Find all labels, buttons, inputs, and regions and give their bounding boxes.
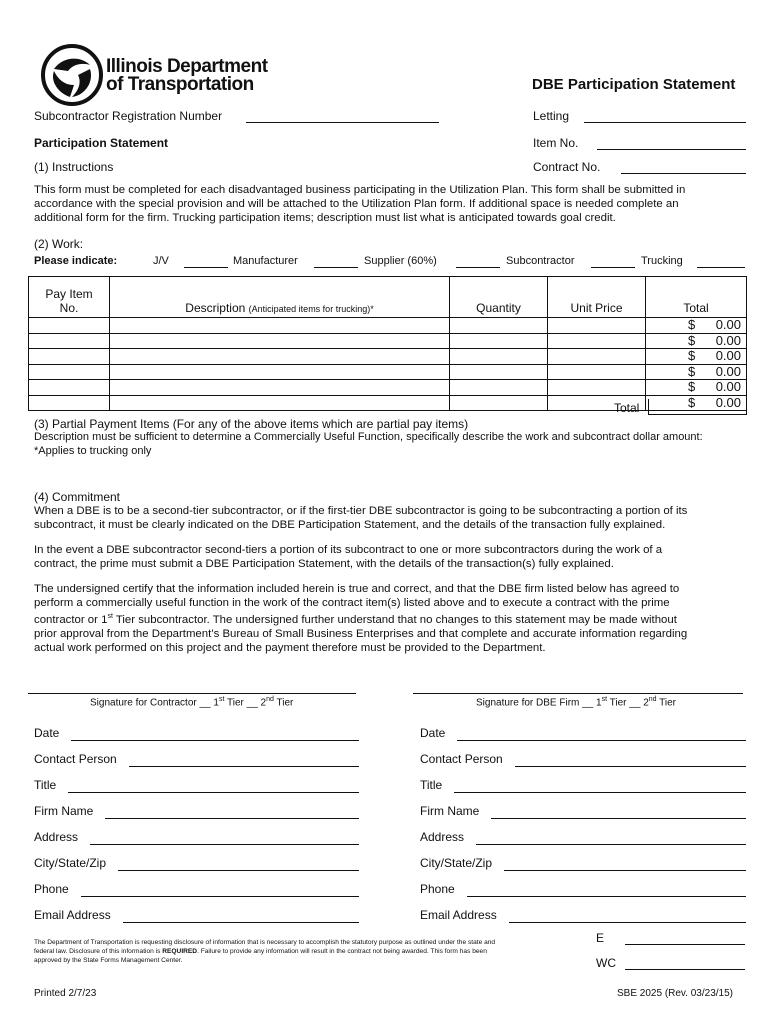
quantity-cell[interactable] bbox=[450, 395, 548, 411]
commitment-line bbox=[34, 610, 746, 627]
trucking-note: *Applies to trucking only bbox=[34, 445, 152, 457]
letting-field[interactable] bbox=[584, 122, 746, 123]
wc-label: WC bbox=[596, 956, 616, 970]
commitment-line: actual work performed on this project and the payment therefore must be provided to the Department. bbox=[34, 641, 546, 654]
commitment-para-1 bbox=[34, 504, 746, 532]
instructions-line: additional form for the firm. Trucking participation items; description must list what is anticipated towards goal credit. bbox=[34, 212, 616, 224]
printed-date: Printed 2/7/23 bbox=[34, 988, 97, 999]
dbe-date-field[interactable] bbox=[457, 740, 746, 741]
sub-reg-field[interactable] bbox=[246, 122, 439, 123]
dbe-email-address-label: Email Address bbox=[420, 908, 497, 922]
option-subcontractor-field[interactable] bbox=[591, 267, 635, 268]
contractor-phone-field[interactable] bbox=[81, 896, 359, 897]
unit-price-cell[interactable] bbox=[548, 380, 646, 396]
e-field[interactable] bbox=[625, 944, 745, 945]
commitment-line: subcontract, it must be clearly indicated on the DBE Participation Statement, and the details of the transaction fully explained. bbox=[34, 519, 666, 531]
option-supplier-label: Supplier (60%) bbox=[364, 255, 437, 267]
dbe-phone-field[interactable] bbox=[467, 896, 746, 897]
contractor-address-field[interactable] bbox=[90, 844, 359, 845]
dbe-signature-label bbox=[476, 696, 676, 708]
work-heading: (2) Work: bbox=[34, 237, 84, 251]
option-subcontractor-label: Subcontractor bbox=[506, 255, 575, 267]
description-cell[interactable] bbox=[110, 318, 450, 334]
col-description-label: Description bbox=[185, 301, 246, 315]
pay-item-cell[interactable] bbox=[29, 333, 110, 349]
disclosure-line bbox=[34, 947, 574, 956]
commitment-text: Tier subcontractor. The undersigned further understand that no changes to this statement may be made without bbox=[112, 613, 677, 626]
dbe-city-state-zip-label: City/State/Zip bbox=[420, 856, 493, 870]
total-amount: 0.00 bbox=[715, 379, 741, 394]
quantity-cell[interactable] bbox=[450, 380, 548, 396]
dollar-sign: $ bbox=[688, 363, 696, 379]
commitment-text: contractor or 1 bbox=[34, 613, 108, 626]
disclosure-text-part: . Failure to provide any information will result in the contract not being awarded. This form has been bbox=[197, 948, 487, 955]
contractor-city-state-zip-label: City/State/Zip bbox=[34, 856, 107, 870]
pay-item-cell[interactable] bbox=[29, 395, 110, 411]
unit-price-cell[interactable] bbox=[548, 349, 646, 365]
disclosure-text bbox=[34, 938, 574, 965]
total-amount: 0.00 bbox=[715, 332, 741, 348]
dbe-firm-name-field[interactable] bbox=[491, 818, 746, 819]
superscript: nd bbox=[266, 696, 274, 703]
total-amount: 0.00 bbox=[715, 394, 741, 410]
dbe-contact-person-label: Contact Person bbox=[420, 752, 503, 766]
option-jv-label: J/V bbox=[153, 255, 169, 267]
contractor-email-address-label: Email Address bbox=[34, 908, 111, 922]
item-no-field[interactable] bbox=[597, 149, 746, 150]
commitment-heading: (4) Commitment bbox=[34, 490, 121, 504]
commitment-line: contract, the prime must submit a DBE Participation Statement, with the details of the transaction(s) fully explained. bbox=[34, 558, 614, 570]
col-description-note: (Anticipated items for trucking)* bbox=[248, 304, 374, 314]
contractor-firm-name-field[interactable] bbox=[105, 818, 359, 819]
pay-item-cell[interactable] bbox=[29, 380, 110, 396]
sig-text: Tier __ 2 bbox=[224, 697, 267, 709]
dbe-address-field[interactable] bbox=[476, 844, 746, 845]
pay-item-cell[interactable] bbox=[29, 318, 110, 334]
total-cell[interactable] bbox=[646, 364, 747, 380]
superscript: st bbox=[107, 613, 113, 620]
dollar-sign: $ bbox=[688, 394, 696, 410]
option-manufacturer-label: Manufacturer bbox=[233, 255, 298, 267]
contractor-date-label: Date bbox=[34, 726, 60, 740]
col-pay-item-line1: Pay Item bbox=[45, 287, 93, 301]
description-cell[interactable] bbox=[110, 395, 450, 411]
contractor-firm-name-label: Firm Name bbox=[34, 804, 94, 818]
item-no-label: Item No. bbox=[533, 136, 579, 150]
option-jv-field[interactable] bbox=[184, 267, 228, 268]
form-title: DBE Participation Statement bbox=[532, 76, 736, 93]
contractor-signature-label bbox=[90, 696, 293, 708]
sig-text: Signature for Contractor __ 1 bbox=[90, 697, 219, 709]
instructions-text bbox=[34, 183, 746, 225]
sig-text: Tier bbox=[656, 697, 677, 709]
total-amount: 0.00 bbox=[715, 317, 741, 332]
commitment-para-3 bbox=[34, 582, 746, 655]
col-unit-price: Unit Price bbox=[548, 277, 646, 318]
pay-item-cell[interactable] bbox=[29, 364, 110, 380]
contractor-contact-person-field[interactable] bbox=[129, 766, 359, 767]
option-trucking-field[interactable] bbox=[697, 267, 745, 268]
contractor-city-state-zip-field[interactable] bbox=[118, 870, 359, 871]
e-label: E bbox=[596, 931, 605, 945]
col-pay-item bbox=[29, 277, 110, 318]
disclosure-line: The Department of Transportation is requesting disclosure of information that is necessary to accomplish the statutory purpose as outlined under the state and bbox=[34, 939, 496, 946]
table-header-row bbox=[29, 277, 747, 318]
dbe-address-label: Address bbox=[420, 830, 465, 844]
superscript: nd bbox=[648, 696, 657, 703]
instructions-line: This form must be completed for each disadvantaged business participating in the Utilization Plan. This form shall be submitted in bbox=[34, 184, 686, 196]
dbe-email-address-field[interactable] bbox=[509, 922, 746, 923]
dollar-sign: $ bbox=[688, 332, 696, 348]
dollar-sign: $ bbox=[688, 317, 696, 332]
description-cell[interactable] bbox=[110, 349, 450, 365]
dbe-signature-line[interactable] bbox=[413, 693, 743, 694]
quantity-cell[interactable] bbox=[450, 333, 548, 349]
agency-name-line2: of Transportation bbox=[106, 74, 254, 95]
dbe-phone-label: Phone bbox=[420, 882, 455, 896]
idot-logo bbox=[40, 43, 104, 107]
commitment-line: The undersigned certify that the information included herein is true and correct, and that the DBE firm listed below has agreed to bbox=[34, 583, 680, 595]
participation-label: Participation Statement bbox=[34, 136, 169, 150]
partial-desc: Description must be sufficient to determine a Commercially Useful Function, specifically describe the work and subcontract dollar amount: bbox=[34, 431, 703, 443]
option-manufacturer-field[interactable] bbox=[314, 267, 358, 268]
superscript: st bbox=[601, 696, 608, 703]
contractor-title-field[interactable] bbox=[68, 792, 359, 793]
table-row bbox=[29, 364, 747, 380]
superscript: st bbox=[218, 696, 225, 703]
table-total-label: Total bbox=[614, 401, 640, 415]
commitment-para-2 bbox=[34, 543, 746, 571]
col-total: Total bbox=[646, 277, 747, 318]
total-cell[interactable] bbox=[646, 333, 747, 349]
commitment-line: perform a commercially useful function in the work of the contract item(s) listed above and to execute a contract with the prime bbox=[34, 597, 670, 609]
idot-logo-icon bbox=[40, 43, 104, 107]
dbe-title-field[interactable] bbox=[454, 792, 746, 793]
sub-reg-label: Subcontractor Registration Number bbox=[34, 109, 223, 123]
contractor-contact-person-label: Contact Person bbox=[34, 752, 117, 766]
description-cell[interactable] bbox=[110, 333, 450, 349]
sig-text: Tier __ 2 bbox=[607, 697, 649, 709]
contractor-date-field[interactable] bbox=[71, 740, 359, 741]
contractor-address-label: Address bbox=[34, 830, 79, 844]
dbe-city-state-zip-field[interactable] bbox=[504, 870, 746, 871]
quantity-cell[interactable] bbox=[450, 349, 548, 365]
contractor-title-label: Title bbox=[34, 778, 57, 792]
dbe-date-label: Date bbox=[420, 726, 446, 740]
total-amount: 0.00 bbox=[715, 348, 741, 363]
contractor-phone-label: Phone bbox=[34, 882, 69, 896]
quantity-cell[interactable] bbox=[450, 364, 548, 380]
sig-text: Tier bbox=[273, 697, 294, 709]
unit-price-cell[interactable] bbox=[548, 333, 646, 349]
dbe-firm-name-label: Firm Name bbox=[420, 804, 480, 818]
unit-price-cell[interactable] bbox=[548, 364, 646, 380]
table-row bbox=[29, 380, 747, 396]
total-amount: 0.00 bbox=[715, 363, 741, 379]
instructions-heading: (1) Instructions bbox=[34, 160, 114, 174]
total-cell[interactable] bbox=[646, 349, 747, 365]
dollar-sign: $ bbox=[688, 379, 696, 394]
agency-name-line1: Illinois Department bbox=[106, 56, 268, 77]
description-cell[interactable] bbox=[110, 380, 450, 396]
pay-item-table bbox=[28, 276, 747, 411]
contract-no-field[interactable] bbox=[621, 173, 746, 174]
partial-heading: (3) Partial Payment Items (For any of the above items which are partial pay items) bbox=[34, 417, 469, 431]
disclosure-line: approved by the State Forms Management Center. bbox=[34, 957, 183, 964]
col-pay-item-line2: No. bbox=[59, 301, 79, 315]
pay-item-cell[interactable] bbox=[29, 349, 110, 365]
disclosure-text-part: federal law. Disclosure of this information is bbox=[34, 948, 163, 955]
letting-label: Letting bbox=[533, 109, 570, 123]
col-quantity: Quantity bbox=[450, 277, 548, 318]
contract-no-label: Contract No. bbox=[533, 160, 601, 174]
quantity-cell[interactable] bbox=[450, 318, 548, 334]
required-emphasis: REQUIRED bbox=[162, 948, 198, 955]
table-total-field[interactable] bbox=[648, 399, 747, 415]
dbe-title-label: Title bbox=[420, 778, 443, 792]
dollar-sign: $ bbox=[688, 348, 696, 363]
total-cell[interactable] bbox=[646, 318, 747, 334]
table-row bbox=[29, 349, 747, 365]
commitment-line: When a DBE is to be a second-tier subcontractor, or if the first-tier DBE subcontractor is going to be subcontracting a portion of its bbox=[34, 505, 688, 517]
sig-text: Signature for DBE Firm __ 1 bbox=[476, 697, 602, 709]
contractor-signature-line[interactable] bbox=[28, 693, 356, 694]
commitment-line: prior approval from the Department’s Bureau of Small Business Enterprises and that complete and accurate information regarding bbox=[34, 627, 688, 640]
wc-field[interactable] bbox=[625, 969, 745, 970]
col-description bbox=[110, 277, 450, 318]
please-indicate-label: Please indicate: bbox=[34, 255, 118, 267]
description-cell[interactable] bbox=[110, 364, 450, 380]
table-row bbox=[29, 318, 747, 334]
form-number: SBE 2025 (Rev. 03/23/15) bbox=[617, 988, 733, 999]
option-trucking-label: Trucking bbox=[641, 255, 683, 267]
dbe-contact-person-field[interactable] bbox=[515, 766, 746, 767]
unit-price-cell[interactable] bbox=[548, 318, 646, 334]
table-row bbox=[29, 333, 747, 349]
option-supplier-field[interactable] bbox=[456, 267, 500, 268]
total-cell[interactable] bbox=[646, 380, 747, 396]
contractor-email-address-field[interactable] bbox=[123, 922, 359, 923]
commitment-line: In the event a DBE subcontractor second-tiers a portion of its subcontract to one or more subcontractors during the work of a bbox=[34, 544, 663, 556]
instructions-line: accordance with the special provision and will be attached to the Utilization Plan form. If additional space is needed complete an bbox=[34, 198, 679, 210]
